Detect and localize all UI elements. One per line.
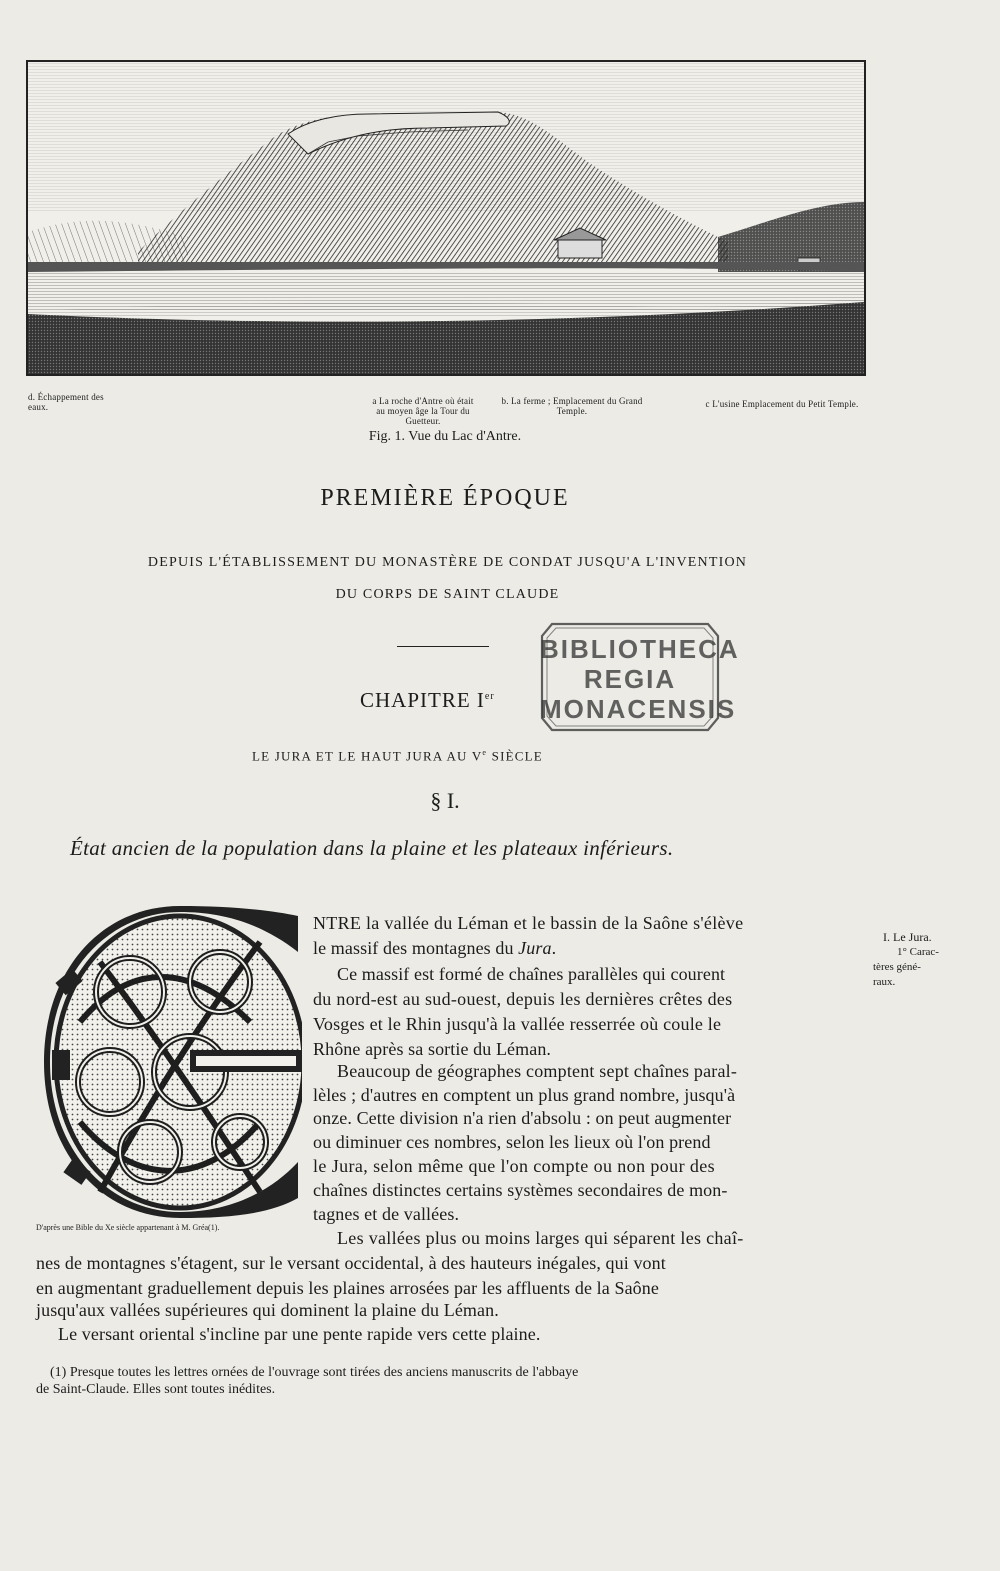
body-line-3: Ce massif est formé de chaînes parallèles qui courent xyxy=(337,964,726,984)
body-line-11: le Jura, selon même que l'on compte ou non pour des xyxy=(313,1156,716,1176)
body-line-17: jusqu'aux vallées supérieures qui dominent la plaine du Léman. xyxy=(36,1300,499,1320)
body-line-8: lèles ; d'autres en comptent un plus grand nombre, jusqu'à xyxy=(313,1085,736,1105)
margin-note-line2: 1° Carac- xyxy=(897,946,939,958)
body-line-4: du nord-est au sud-ouest, depuis les dernières crêtes des xyxy=(313,989,733,1009)
library-stamp xyxy=(540,614,740,740)
chapter-subtitle: LE JURA ET LE HAUT JURA AU Ve SIÈCLE xyxy=(252,748,543,764)
body-line-16: en augmentant graduellement depuis les plaines arrosées par les affluents de la Saône xyxy=(36,1278,659,1298)
lake-engraving-image xyxy=(28,62,864,374)
epoch-title: PREMIÈRE ÉPOQUE xyxy=(320,485,570,511)
body-line-14: Les vallées plus ou moins larges qui séparent les chaî- xyxy=(337,1228,744,1248)
margin-note xyxy=(873,930,939,990)
body-line-5: Vosges et le Rhin jusqu'à la vallée resserrée où coule le xyxy=(313,1014,722,1034)
caption-c: c L'usine Emplacement du Petit Temple. xyxy=(705,399,859,409)
body-line-15: nes de montagnes s'étagent, sur le versant occidental, à des hauteurs inégales, qui vont xyxy=(36,1253,666,1273)
drop-cap-caption: D'après une Bible du Xe siècle appartenant à M. Gréa(1). xyxy=(36,1223,220,1232)
caption-b: b. La ferme ; Emplacement du Grand Temple. xyxy=(501,396,643,416)
body-line-18: Le versant oriental s'incline par une pente rapide vers cette plaine. xyxy=(58,1324,541,1344)
stamp-line-1: BIBLIOTHECA xyxy=(540,634,740,664)
epoch-subtitle-line2: DU CORPS DE SAINT CLAUDE xyxy=(335,587,560,602)
footnote-line2: de Saint-Claude. Elles sont toutes inédites. xyxy=(36,1382,276,1397)
section-number: § I. xyxy=(430,788,460,813)
chapter-title: CHAPITRE Ier xyxy=(360,688,495,712)
margin-note-line3: tères géné- xyxy=(873,961,921,973)
ornamented-drop-cap xyxy=(40,902,302,1220)
body-line-6: Rhône après sa sortie du Léman. xyxy=(313,1039,552,1059)
drop-cap-knotwork-image xyxy=(40,902,302,1220)
footnote-line1: (1) Presque toutes les lettres ornées de l'ouvrage sont tirées des anciens manuscrits de l'abbaye xyxy=(50,1365,579,1380)
body-line-9: onze. Cette division n'a rien d'absolu : on peut augmenter xyxy=(313,1108,732,1128)
stamp-line-2: REGIA xyxy=(583,664,677,694)
margin-note-line4: raux. xyxy=(873,976,896,988)
caption-a: a La roche d'Antre où était au moyen âge la Tour du Guetteur. xyxy=(372,396,474,426)
margin-note-line1: I. Le Jura. xyxy=(883,930,932,944)
section-subtitle: État ancien de la population dans la plaine et les plateaux inférieurs. xyxy=(70,836,674,860)
body-line-10: ou diminuer ces nombres, selon les lieux où l'on prend xyxy=(313,1132,711,1152)
body-line-2: le massif des montagnes du Jura. xyxy=(313,938,557,958)
body-line-12: chaînes distinctes certains systèmes secondaires de mon- xyxy=(313,1180,728,1200)
body-line-1: NTRE la vallée du Léman et le bassin de la Saône s'élève xyxy=(313,913,744,933)
caption-d: d. Échappement des eaux. xyxy=(28,392,104,412)
stamp-line-3: MONACENSIS xyxy=(540,694,737,724)
section-divider-rule xyxy=(397,646,489,647)
figure-title: Fig. 1. Vue du Lac d'Antre. xyxy=(368,429,522,444)
body-line-13: tagnes et de vallées. xyxy=(313,1204,460,1224)
body-line-7: Beaucoup de géographes comptent sept chaînes paral- xyxy=(337,1061,738,1081)
epoch-subtitle-line1: DEPUIS L'ÉTABLISSEMENT DU MONASTÈRE DE CONDAT JUSQU'A L'INVENTION xyxy=(147,555,748,570)
lake-engraving-figure xyxy=(26,60,866,376)
